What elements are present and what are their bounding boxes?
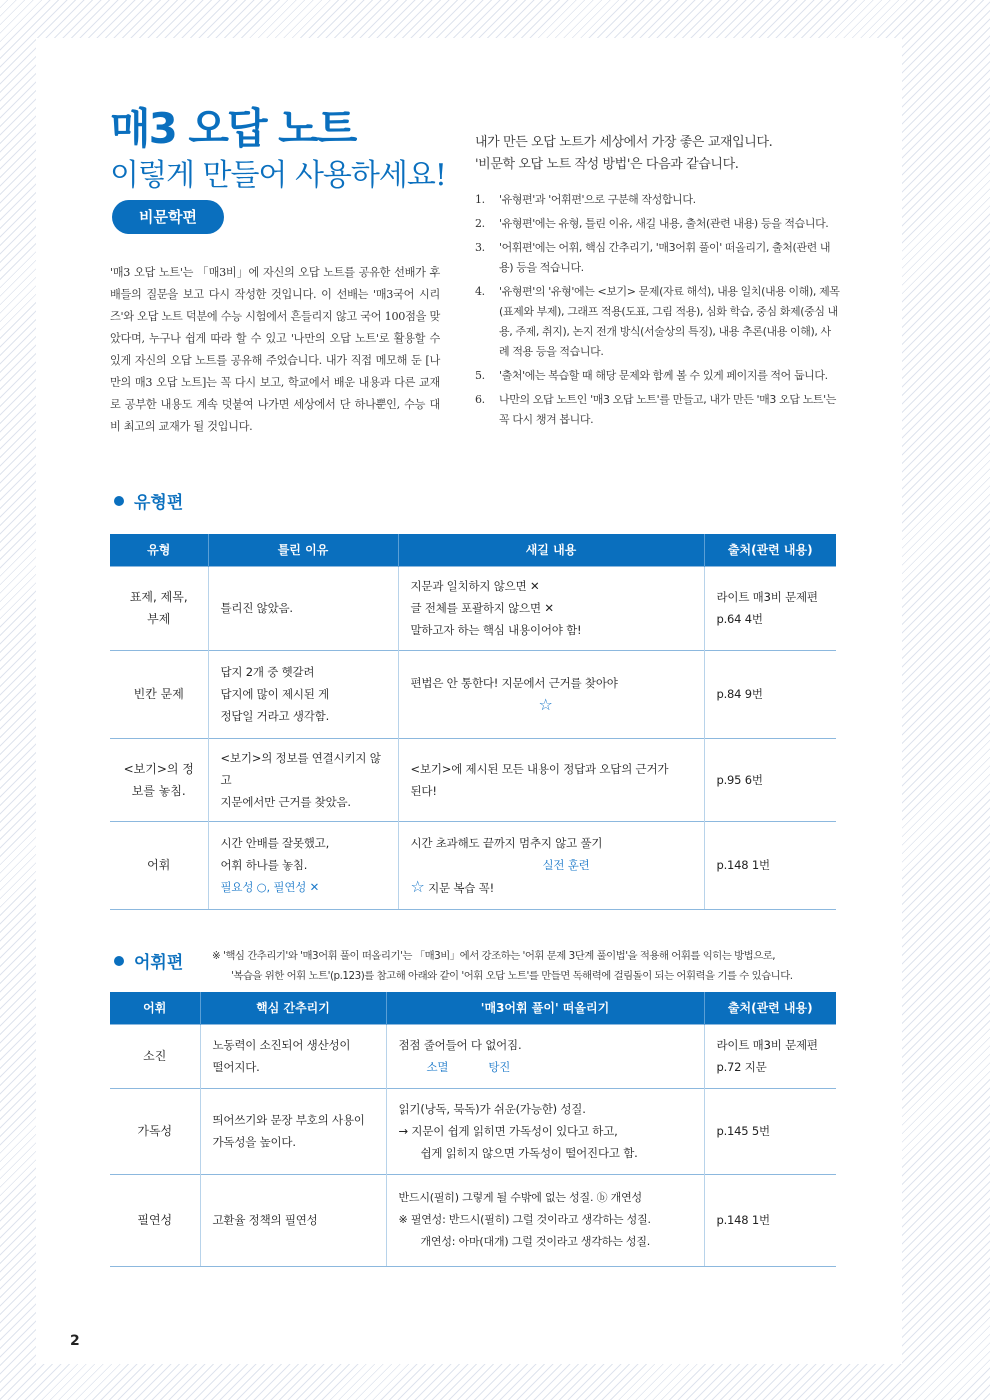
- table-header-row: [110, 534, 836, 566]
- source-cell: p.84 9번: [704, 650, 836, 738]
- memo-cell: 지문과 일치하지 않으면 ✕ 글 전체를 포괄하지 않으면 ✕ 말하고자 하는 핵심 내용이어야 함!: [398, 566, 704, 650]
- step-item: 5. '출처'에는 복습할 때 해당 문제와 함께 볼 수 있게 페이지를 적어 둡니다.: [475, 369, 828, 382]
- vocab-note: ※ '핵심 간추리기'와 '매3어휘 풀이 떠올리기'는 「매3비」에서 강조하는 '어휘 문제 3단계 풀이법'을 적용해 어휘를 익히는 방법으로, '복습을 위한 어휘 노트'(p.123)를 참고해 아래와 같이 '어휘 오답 노트'를 만들면 독해력에 걸림돌이 되는 어휘력을 기를 수 있습니다.: [212, 950, 793, 982]
- type-table: [110, 534, 836, 910]
- source-cell: 라이트 매3비 문제편 p.72 지문: [704, 1024, 836, 1088]
- reason-cell: 틀리진 않았음.: [208, 566, 398, 650]
- type-section-title: 유형편: [114, 488, 183, 513]
- word-cell: 가독성: [110, 1088, 200, 1174]
- type-cell: 빈칸 문제: [110, 650, 208, 738]
- method-intro: [475, 132, 835, 176]
- vocab-table: [110, 992, 836, 1267]
- step-item: 3. '어휘편'에는 어휘, 핵심 간추리기, '매3어휘 풀이' 떠올리기, 출처(관련 내용) 등을 적습니다.: [475, 241, 831, 274]
- table-row: [110, 1174, 836, 1266]
- memo-cell: <보기>에 제시된 모든 내용이 정답과 오답의 근거가 된다!: [398, 738, 704, 821]
- summary-cell: 고환율 정책의 필연성: [200, 1174, 386, 1266]
- col-header: 유형: [110, 534, 208, 566]
- col-header: 어휘: [110, 992, 200, 1024]
- col-header: 핵심 간추리기: [200, 992, 386, 1024]
- col-header: '매3어휘 풀이' 떠올리기: [386, 992, 704, 1024]
- page-number: 2: [70, 1333, 80, 1349]
- table-row: [110, 650, 836, 738]
- word-cell: 필연성: [110, 1174, 200, 1266]
- type-cell: 표제, 제목, 부제: [110, 566, 208, 650]
- reason-cell: 시간 안배를 잘못했고, 어휘 하나를 놓침. 필요성 ○, 필연성 ✕: [208, 821, 398, 909]
- step-item: 1. '유형편'과 '어휘편'으로 구분해 작성합니다.: [475, 193, 696, 206]
- table-row: [110, 821, 836, 909]
- table-row: [110, 1024, 836, 1088]
- memo-cell: 시간 초과해도 끝까지 멈추지 않고 풀기 실전 훈련 ☆ 지문 복습 꼭!: [398, 821, 704, 909]
- step-item: 6. 나만의 오답 노트인 '매3 오답 노트'를 만들고, 내가 만든 '매3 오답 노트'는 꼭 다시 챙겨 봅니다.: [475, 393, 836, 426]
- star-icon: ☆: [538, 694, 553, 714]
- vocab-section-title: 어휘편: [114, 948, 183, 973]
- method-steps: [475, 190, 840, 434]
- star-icon: ☆: [410, 876, 425, 896]
- table-row: [110, 1088, 836, 1174]
- col-header: 새길 내용: [398, 534, 704, 566]
- memo-cell: 편법은 안 통한다! 지문에서 근거를 찾아야 ☆: [398, 650, 704, 738]
- page-title: 매3 오답 노트: [110, 104, 356, 153]
- source-cell: 라이트 매3비 문제편 p.64 4번: [704, 566, 836, 650]
- bullet-dot-icon: [114, 956, 124, 966]
- recall-cell: 반드시(필히) 그렇게 될 수밖에 없는 성질. ⓑ 개연성 ※ 필연성: 반드시(필히) 그럴 것이라고 생각하는 성질. 개연성: 아마(대개) 그럴 것이라고 생각하는 성질.: [386, 1174, 704, 1266]
- type-cell: 어휘: [110, 821, 208, 909]
- table-header-row: [110, 992, 836, 1024]
- bullet-dot-icon: [114, 496, 124, 506]
- step-item: 4. '유형편'의 '유형'에는 <보기> 문제(자료 해석), 내용 일치(내용 이해), 제목(표제와 부제), 그래프 적용(도표, 그림 적용), 심화 학습, 중심 화제(중심 내용, 주제, 취지), 논지 전개 방식(서술상의 특징), 내용 추론(내용 이해), 사례 적용 등을 적습니다.: [475, 285, 840, 358]
- col-header: 출처(관련 내용): [704, 534, 836, 566]
- page-subtitle: 이렇게 만들어 사용하세요!: [110, 158, 446, 193]
- source-cell: p.145 5번: [704, 1088, 836, 1174]
- reason-cell: 답지 2개 중 헷갈려 답지에 많이 제시된 게 정답일 거라고 생각함.: [208, 650, 398, 738]
- recall-cell: 읽기(낭독, 묵독)가 쉬운(가능한) 성질. → 지문이 쉽게 읽히면 가독성이 있다고 하고, 쉽게 읽히지 않으면 가독성이 떨어진다고 함.: [386, 1088, 704, 1174]
- intro-paragraph: '매3 오답 노트'는 「매3비」에 자신의 오답 노트를 공유한 선배가 후배들의 질문을 보고 다시 작성한 것입니다. 이 선배는 '매3국어 시리즈'와 오답 노트 덕분에 수능 시험에서 흔들리지 않고 국어 100점을 맞았다며, 누구나 쉽게 따라 할 수 있고 '나만의 오답 노트'로 활용할 수 있게 자신의 오답 노트를 공유해 주었습니다. 내가 직접 메모해 둔 [나만의 매3 오답 노트]는 꼭 다시 보고, 학교에서 배운 내용과 다른 교재로 공부한 내용도 계속 덧붙여 나가면 세상에서 단 하나뿐인, 수능 대비 최고의 교재가 될 것입니다.: [110, 266, 440, 433]
- word-cell: 소진: [110, 1024, 200, 1088]
- col-header: 틀린 이유: [208, 534, 398, 566]
- summary-cell: 노동력이 소진되어 생산성이 떨어지다.: [200, 1024, 386, 1088]
- source-cell: p.148 1번: [704, 821, 836, 909]
- reason-cell: <보기>의 정보를 연결시키지 않고 지문에서만 근거를 찾았음.: [208, 738, 398, 821]
- category-badge: 비문학편: [112, 200, 224, 234]
- table-row: [110, 738, 836, 821]
- table-row: [110, 566, 836, 650]
- col-header: 출처(관련 내용): [704, 992, 836, 1024]
- type-cell: <보기>의 정보를 놓침.: [110, 738, 208, 821]
- step-item: 2. '유형편'에는 유형, 틀린 이유, 새길 내용, 출처(관련 내용) 등을 적습니다.: [475, 217, 829, 230]
- source-cell: p.95 6번: [704, 738, 836, 821]
- recall-cell: 점점 줄어들어 다 없어짐. 소멸 탕진: [386, 1024, 704, 1088]
- source-cell: p.148 1번: [704, 1174, 836, 1266]
- method-intro-line1: 내가 만든 오답 노트가 세상에서 가장 좋은 교재입니다.: [475, 135, 773, 150]
- method-intro-line2: '비문학 오답 노트 작성 방법'은 다음과 같습니다.: [475, 157, 739, 172]
- summary-cell: 띄어쓰기와 문장 부호의 사용이 가독성을 높이다.: [200, 1088, 386, 1174]
